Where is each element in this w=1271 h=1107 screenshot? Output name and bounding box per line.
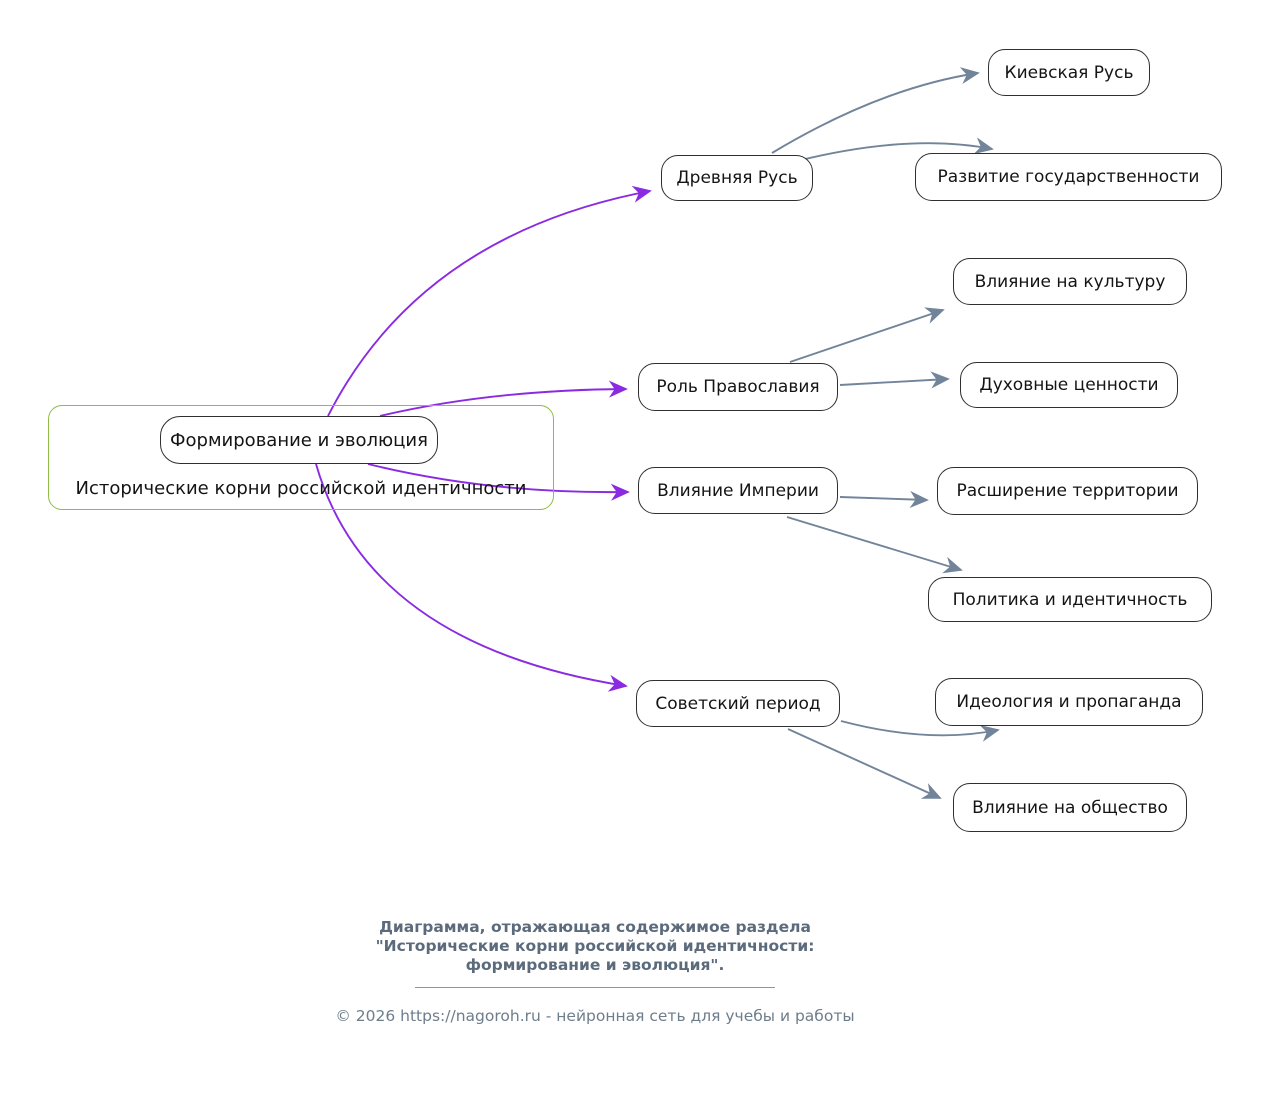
caption-block — [0, 918, 1190, 1025]
edge-rol-vliyanie-kulturu — [790, 310, 943, 362]
node-razvitie-gosudarstvennosti: Развитие государственности — [915, 153, 1222, 201]
root-title: Исторические корни российской идентичности — [75, 478, 527, 499]
edge-rol-dukhovnye — [840, 379, 948, 385]
node-dukhovnye-tsennosti: Духовные ценности — [960, 362, 1178, 408]
caption-line-1: Диаграмма, отражающая содержимое раздела — [379, 918, 811, 936]
node-drevnyaya-rus: Древняя Русь — [661, 155, 813, 201]
edge-root-drevnyaya-rus — [328, 191, 650, 416]
node-kievskaya-rus: Киевская Русь — [988, 49, 1150, 96]
node-vliyanie-na-kulturu: Влияние на культуру — [953, 258, 1187, 305]
node-ideologiya-i-propaganda: Идеология и пропаганда — [935, 678, 1203, 726]
edge-imperii-rasshirenie — [840, 497, 927, 500]
node-sovetsky-period: Советский период — [636, 680, 840, 727]
copyright-text: © 2026 https://nagoroh.ru - нейронная сеть для учебы и работы — [335, 1007, 855, 1025]
node-vliyanie-na-obshchestvo: Влияние на общество — [953, 783, 1187, 832]
caption-line-3: формирование и эволюция". — [465, 956, 725, 974]
node-rol-pravoslaviya: Роль Православия — [638, 363, 838, 411]
node-politika-i-identichnost: Политика и идентичность — [928, 577, 1212, 622]
node-rasshirenie-territorii: Расширение территории — [937, 467, 1198, 515]
caption-line-2: "Исторические корни российской идентичности: — [375, 937, 815, 955]
edge-drevnyaya-kievskaya — [772, 73, 978, 153]
edge-sovetsky-obshchestvo — [788, 729, 940, 798]
edge-imperii-politika — [787, 517, 961, 570]
node-vliyanie-imperii: Влияние Империи — [638, 467, 838, 514]
caption-divider — [415, 987, 775, 988]
node-root-badge: Формирование и эволюция — [160, 416, 438, 464]
